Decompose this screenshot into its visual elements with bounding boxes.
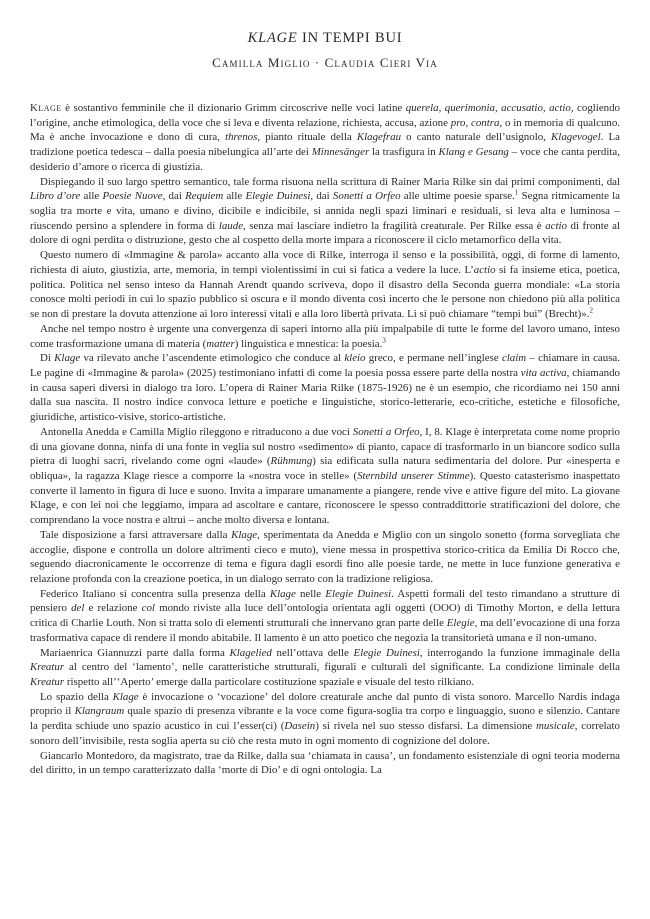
text-run: , chiamando in causa saperi diversi in dialogo tra loro. L’opera di Rainer Maria Rilke (1875-1926) ne è un esempio, che ricordiamo nei 150 anni dalla sua nascita. Il nostro indice convoca letture e poetiche e linguistiche, storico-letterarie, eco-critiche, estetiche e filosofiche, giuridiche, artistico-visive, storico-artistiche. bbox=[30, 366, 620, 424]
footnote-ref: 3 bbox=[382, 335, 386, 344]
italic-term: Kreatur bbox=[30, 661, 65, 674]
italic-term: actio bbox=[473, 263, 496, 276]
italic-term: Klang e Gesang bbox=[438, 146, 509, 159]
text-run: ) linguistica e mnestica: la poesia. bbox=[234, 337, 383, 350]
italic-term: Rühmung bbox=[270, 455, 313, 468]
text-run: Mariaenrica Giannuzzi parte dalla forma bbox=[40, 646, 230, 659]
text-run: Lo spazio della bbox=[40, 690, 113, 703]
footnote-ref: 2 bbox=[589, 306, 593, 315]
text-run: , dai bbox=[162, 190, 186, 203]
paragraph bbox=[30, 322, 620, 351]
text-run: è sostantivo femminile che il dizionario Grimm circoscrive nelle voci latine bbox=[61, 102, 406, 114]
text-run: di fronte al dolore di ogni perdita o distruzione, gesto che al cospetto della morte impara a riconoscere il ciclo metamorfico della vita. bbox=[30, 219, 620, 247]
italic-term: Poesie Nuove bbox=[102, 190, 163, 203]
paragraph bbox=[30, 528, 620, 587]
footnote-ref: 1 bbox=[514, 188, 519, 197]
text-run: alle bbox=[223, 190, 246, 203]
paragraph bbox=[30, 587, 620, 646]
italic-term: Sonetti a Orfeo bbox=[352, 425, 420, 438]
text-run: o in memoria di qualcuno. Ma è anche invocazione e dono di cura, bbox=[30, 116, 621, 144]
text-run: alle ultime poesie sparse. bbox=[400, 190, 515, 203]
text-run: Segna ritmicamente la soglia tra morte e vita, umano e divino, dicibile e indicibile, si annida negli spazi liminari e residuali, si leva alta e luminosa – riuscendo persino a splendere in forma di bbox=[30, 190, 621, 232]
italic-term: musicale bbox=[536, 720, 575, 733]
italic-term: Elegie Duinesi bbox=[325, 587, 392, 600]
article-title bbox=[30, 30, 620, 47]
text-run: , I, 8. Klage è interpretata come nome proprio di una giovane donna, ninfa di una fonte in veglia sul nostro «sedimento» di pianto, capace di trasformarlo in un biancore sodico sulla pietra di luoghi sacri, rivelando come ogni «laude» ( bbox=[30, 425, 620, 468]
italic-term: Kreatur bbox=[30, 676, 65, 689]
text-run: Antonella Anedda e Camilla Miglio rileggono e ritraducono a due voci bbox=[40, 425, 353, 438]
text-run: quale spazio di presenza vibrante e la voce come figura-soglia tra corpo e linguaggio, suono e silenzio. Cantare la perdita schiude uno spazio acustico in cui l’esser(ci) ( bbox=[30, 705, 621, 733]
italic-term: Minnesänger bbox=[311, 146, 370, 159]
paragraph bbox=[30, 646, 620, 690]
text-run: ) si rivela nel suo stesso disfarsi. La dimensione bbox=[315, 720, 537, 733]
article-authors: Camilla Miglio · Claudia Cieri Via bbox=[212, 55, 438, 70]
text-run: la trasfigura in bbox=[369, 146, 439, 159]
italic-term: pro, contra, bbox=[450, 116, 503, 129]
text-run: – voce che canta perdita, desiderio d’amore o ricerca di giustizia. bbox=[30, 146, 620, 173]
article-body bbox=[30, 101, 620, 778]
italic-term: Dasein bbox=[284, 720, 316, 733]
text-run: , senza mai lasciare indietro la fragilità creaturale. Per Rilke essa è bbox=[243, 219, 546, 232]
text-run: Di bbox=[40, 352, 55, 365]
italic-term: Libro d’ore bbox=[30, 190, 81, 203]
italic-term: Klage bbox=[54, 352, 81, 365]
text-run: . La tradizione poetica tedesca – dalla poesia nibelungica all’arte dei bbox=[30, 131, 620, 159]
italic-term: Klangraum bbox=[74, 705, 125, 718]
text-run: va rilevato anche l’ascendente etimologico che conduce al bbox=[80, 352, 345, 365]
italic-term: Klagelied bbox=[229, 646, 272, 659]
italic-term: col bbox=[141, 602, 155, 615]
paragraph bbox=[30, 101, 620, 175]
paragraph bbox=[30, 425, 620, 528]
text-run: , interrogando la funzione immaginale della bbox=[419, 646, 621, 659]
text-run: o canto naturale dell’usignolo, bbox=[401, 131, 552, 144]
italic-term: threnos, bbox=[225, 131, 261, 144]
text-run: ) sia edificata sulla natura sedimentaria del dolore. Pur «inesperta e obliqua», la ragazza Klage riesce a comporre la «nostra voce in stelle» ( bbox=[30, 455, 620, 482]
text-run: Tale disposizione a farsi attraversare dalla bbox=[40, 528, 232, 541]
italic-term: laude bbox=[218, 219, 244, 232]
italic-term: Sternbild unserer Stimme bbox=[357, 469, 470, 482]
text-run: ). Questo catasterismo inaspettato converte il lamento in figura di luce e suono. Invita a imparare umanamente a piangere, rende vive e attive figure del mito. La giovane Klage, e con lei noi che leggiamo, impara ad ascoltare e cantare, riconoscere le spesso contraddittorie stratificazioni del dolore, che comprendano la voce nostra e altrui – anche molto diversa e lontana. bbox=[30, 469, 620, 527]
text-run: si fa insieme etica, poetica, politica. Politica nel senso inteso da Hannah Arendt quando scriveva, dopo il disastro della Seconda guerra mondiale: «La storia conosce molti periodi in cui lo spazio pubblico si oscura e il mondo diventa così incerto che le persone non chiedono più alla politica se non di prestare la dovuta attenzione ai loro interessi vitali e alla loro libertà privata. Li si può chiamare “tempi bui” (Brecht)». bbox=[30, 263, 620, 321]
text-run: al centro del ‘lamento’, nelle caratteristiche strutturali, figurali e culturali del significante. La condizione liminale della bbox=[64, 661, 620, 674]
text-run: Federico Italiano si concentra sulla presenza della bbox=[40, 587, 270, 600]
italic-term: Elegie Duinesi bbox=[245, 190, 311, 203]
text-run: mondo riviste alla luce dell’ontologia orientata agli oggetti (OOO) di Timothy Morton, e della lettura critica di Charlie Louth. Non si tratta solo di elementi strutturali che innervano gran parte delle bbox=[30, 602, 620, 630]
text-run: , dai bbox=[310, 190, 333, 203]
italic-term: Elegie bbox=[446, 617, 475, 630]
italic-term: del bbox=[71, 602, 85, 615]
article-page bbox=[30, 30, 620, 778]
italic-term: claim bbox=[501, 352, 527, 365]
text-run: alle bbox=[80, 190, 103, 203]
text-run: , ma dell’evocazione di una forza trasformativa capace di rendere il mondo abitabile. Il lamento è un atto poetico che negozia la transitorietà umana e il non-umano. bbox=[30, 617, 621, 644]
italic-term: Requiem bbox=[185, 190, 224, 203]
italic-term: Klage bbox=[269, 587, 296, 600]
italic-term: matter bbox=[206, 337, 235, 350]
text-run: nelle bbox=[295, 587, 326, 600]
text-run: nell’ottava delle bbox=[271, 646, 354, 659]
italic-term: vita activa bbox=[520, 366, 567, 379]
paragraph bbox=[30, 749, 620, 778]
text-run: è invocazione o ‘vocazione’ del dolore creaturale anche dal punto di vista sonoro. Marcello Nardis indaga proprio il bbox=[30, 690, 620, 718]
italic-term: Klage bbox=[231, 528, 258, 541]
paragraph bbox=[30, 248, 620, 322]
italic-term: actio bbox=[545, 219, 567, 232]
text-run: Questo numero di «Immagine & parola» accanto alla voce di Rilke, interroga il senso e la possibilità, oggi, di forme di lamento, richiesta di aiuto, giustizia, arte, memoria, in tempi violentissimi in cui si fatica a vedere la luce. L’ bbox=[30, 249, 620, 276]
paragraph bbox=[30, 690, 620, 749]
text-run: . Aspetti formali del testo rimandano a strutture di pensiero bbox=[30, 587, 620, 615]
paragraph bbox=[30, 351, 620, 425]
text-run: , sperimentata da Anedda e Miglio con un singolo sonetto (forma sorvegliata che accoglie, dispone e controlla un dolore altrimenti cieco e muto), viene messa in prospettiva storico-critica da Emilia Di Rocco che, seguendo diacronicamente le occorrenze di tema e figura dagli esordi fino alle poesie tarde, ne mette in luce funzione generativa e relazione profonda con la creazione poetica, in un dialogo serrato con la tradizione religiosa. bbox=[30, 528, 620, 585]
text-run: Giancarlo Montedoro, da magistrato, trae da Rilke, dalla sua ‘chiamata in causa’, un fondamento esistenziale di ogni teoria moderna del diritto, in un tempo caratterizzato dalla ‘morte di Dio’ e di ogni ontologia. La bbox=[30, 749, 620, 777]
text-run: cogliendo l’origine, anche etimologica, della voce che si leva e diventa relazione, richiesta, accusa, azione bbox=[30, 102, 621, 129]
text-run: Dispiegando il suo largo spettro semantico, tale forma risuona nella scrittura di Rainer Maria Rilke sin dai primi componimenti, dal bbox=[40, 175, 620, 188]
italic-term: kleio bbox=[344, 352, 366, 365]
text-run: pianto rituale della bbox=[260, 131, 357, 144]
italic-term: Elegie Duinesi bbox=[353, 646, 420, 659]
text-run: – chiamare in causa. Le pagine di «Immagine & parola» (2025) testimoniano infatti di come la poesia possa essere parte della nostra bbox=[30, 352, 620, 379]
text-run: , correlato sonoro dell’invisibile, resta soglia aperta su ciò che resta muto in ogni momento di cognizione del dolore. bbox=[30, 720, 620, 747]
italic-term: Sonetti a Orfeo bbox=[332, 190, 401, 203]
italic-term: Klagefrau bbox=[356, 131, 402, 144]
text-run: greco, e permane nell’inglese bbox=[365, 352, 502, 365]
italic-term: Klagevogel bbox=[551, 131, 601, 144]
text-run: Anche nel tempo nostro è urgente una convergenza di saperi intorno alla più impalpabile di tutte le forme del lavoro umano, inteso come trasformazione umana di materia ( bbox=[30, 322, 620, 350]
text-run: rispetto all’‘Aperto’ emerge dalla particolare costituzione spaziale e visuale del testo rilkiano. bbox=[64, 676, 475, 689]
small-caps-term: Klage bbox=[30, 102, 62, 114]
paragraph bbox=[30, 175, 620, 249]
italic-term: querela, querimonia, accusatio, actio, bbox=[405, 102, 574, 114]
article-title-klage: KLAGE bbox=[247, 30, 298, 46]
article-title-rest: IN TEMPI BUI bbox=[297, 30, 403, 46]
text-run: e relazione bbox=[84, 602, 142, 615]
italic-term: Klage bbox=[112, 690, 139, 703]
